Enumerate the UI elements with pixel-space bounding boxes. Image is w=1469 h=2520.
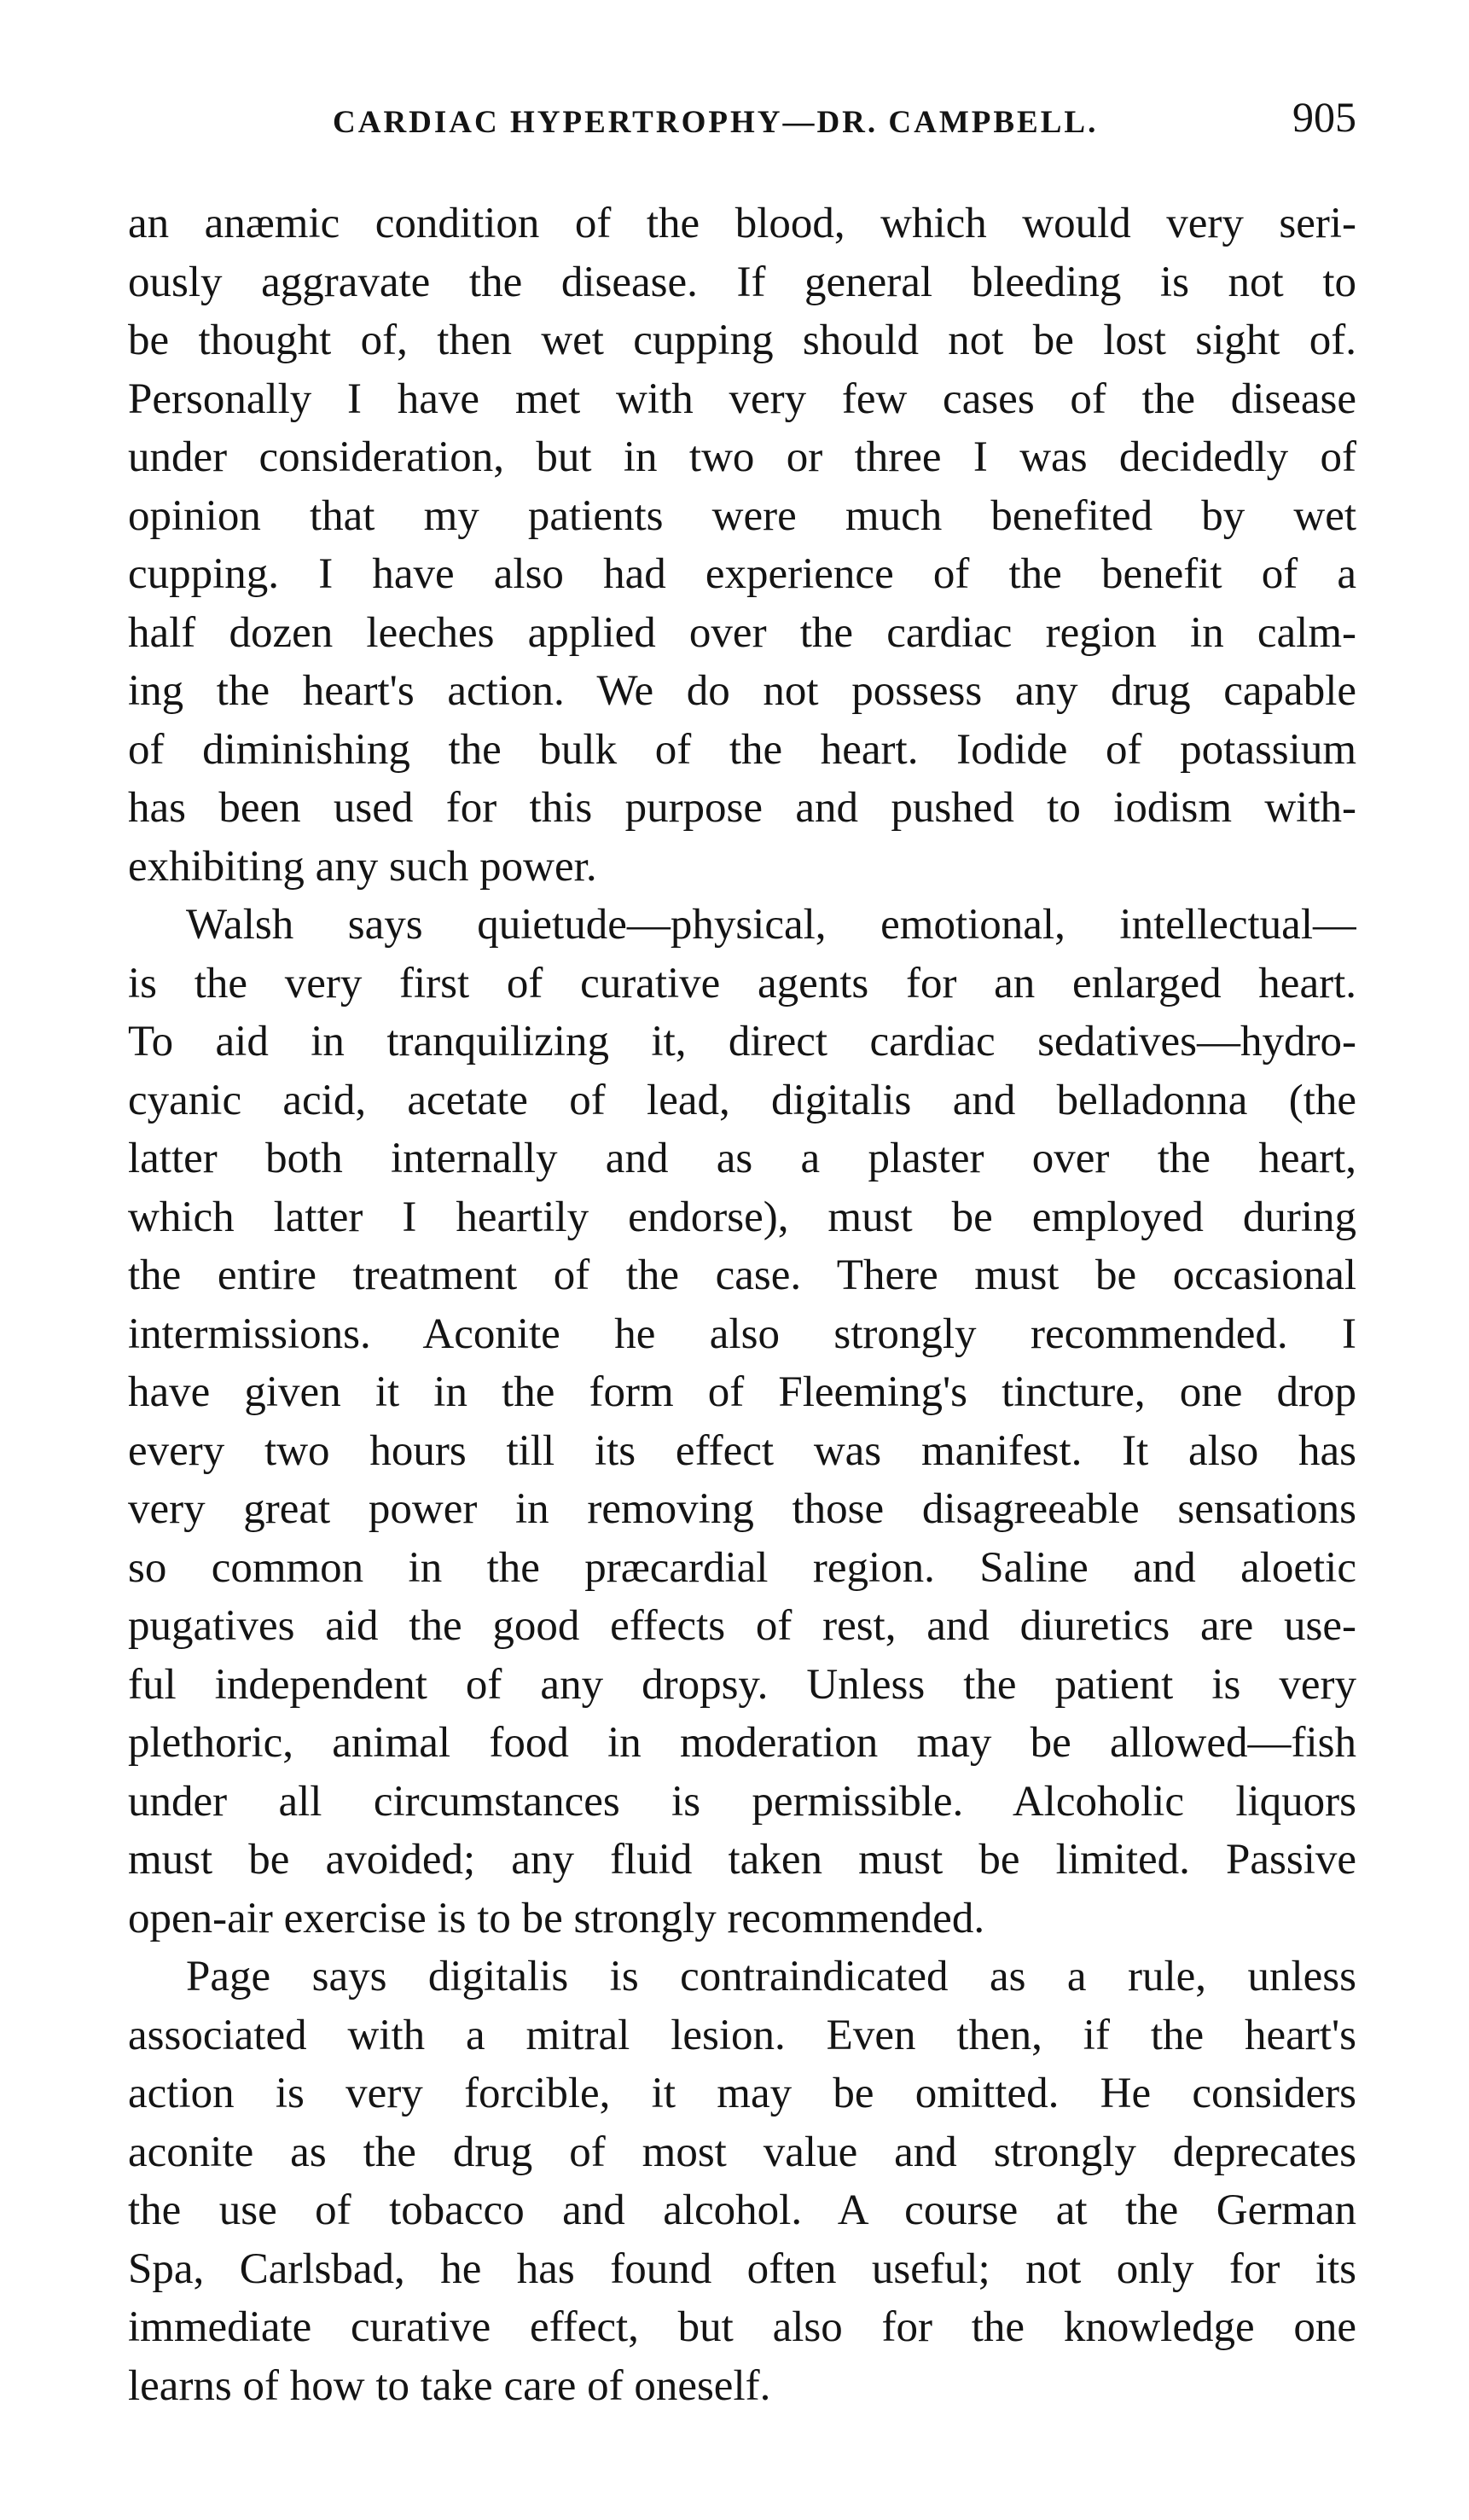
paragraph	[128, 896, 1356, 1948]
text-line: every two hours till its effect was manifest. It also has	[128, 1426, 1356, 1475]
text-line: the use of tobacco and alcohol. A course at the German	[128, 2186, 1356, 2234]
text-line: Page says digitalis is contraindicated as a rule, unless	[186, 1953, 1356, 2000]
text-line: must be avoided; any fluid taken must be limited. Passive	[128, 1836, 1356, 1884]
text-line: ful independent of any dropsy. Unless the patient is very	[128, 1660, 1356, 1709]
running-title: CARDIAC HYPERTROPHY—DR. CAMPBELL.	[333, 105, 1099, 140]
running-head	[128, 92, 1356, 143]
text-line: latter both internally and as a plaster over the heart,	[128, 1135, 1356, 1182]
text-line: aconite as the drug of most value and strongly deprecates	[128, 2128, 1356, 2176]
text-line: very great power in removing those disagreeable sensations	[128, 1485, 1356, 1533]
text-line: opinion that my patients were much benefited by wet	[128, 491, 1356, 540]
text-line: under consideration, but in two or three I was decidedly of	[128, 433, 1356, 481]
text-line: associated with a mitral lesion. Even then, if the heart's	[128, 2011, 1356, 2059]
text-line: plethoric, animal food in moderation may be allowed—fish	[128, 1719, 1356, 1767]
text-line: the entire treatment of the case. There must be occasional	[128, 1251, 1356, 1299]
text-line: pugatives aid the good effects of rest, and diuretics are use-	[128, 1602, 1356, 1650]
text-line: have given it in the form of Fleeming's tincture, one drop	[128, 1368, 1356, 1416]
text-line: ously aggravate the disease. If general bleeding is not to	[128, 258, 1356, 306]
text-line: To aid in tranquilizing it, direct cardiac sedatives—hydro-	[128, 1018, 1356, 1065]
text-line: Spa, Carlsbad, he has found often useful; not only for its	[128, 2244, 1356, 2293]
text-line: cupping. I have also had experience of the benefit of a	[128, 550, 1356, 598]
text-line: be thought of, then wet cupping should not be lost sight of.	[128, 316, 1356, 364]
text-line: Personally I have met with very few cases of the disease	[128, 375, 1356, 423]
text-line: immediate curative effect, but also for the knowledge one	[128, 2303, 1356, 2351]
text-line: so common in the præcardial region. Saline and aloetic	[128, 1543, 1356, 1592]
text-line: cyanic acid, acetate of lead, digitalis and belladonna (the	[128, 1076, 1356, 1124]
paragraph	[128, 1948, 1356, 2415]
body-text	[128, 195, 1356, 2415]
paragraph	[128, 195, 1356, 896]
page-number: 905	[1292, 93, 1356, 141]
text-line: an anæmic condition of the blood, which would very seri-	[128, 200, 1356, 247]
text-line: ing the heart's action. We do not possess any drug capable	[128, 667, 1356, 715]
text-line: open-air exercise is to be strongly recommended.	[128, 1894, 985, 1942]
text-line: Walsh says quietude—physical, emotional, intellectual—	[186, 901, 1356, 949]
text-line: under all circumstances is permissible. Alcoholic liquors	[128, 1777, 1356, 1826]
text-line: which latter I heartily endorse), must be employed during	[128, 1193, 1356, 1241]
text-line: of diminishing the bulk of the heart. Iodide of potassium	[128, 725, 1356, 774]
text-line: learns of how to take care of oneself.	[128, 2361, 771, 2410]
text-line: intermissions. Aconite he also strongly recommended. I	[128, 1309, 1356, 1358]
text-line: exhibiting any such power.	[128, 842, 597, 891]
text-line: is the very first of curative agents for an enlarged heart.	[128, 959, 1356, 1007]
text-line: action is very forcible, it may be omitted. He considers	[128, 2070, 1356, 2117]
text-line: half dozen leeches applied over the cardiac region in calm-	[128, 608, 1356, 657]
text-line: has been used for this purpose and pushed to iodism with-	[128, 784, 1356, 832]
